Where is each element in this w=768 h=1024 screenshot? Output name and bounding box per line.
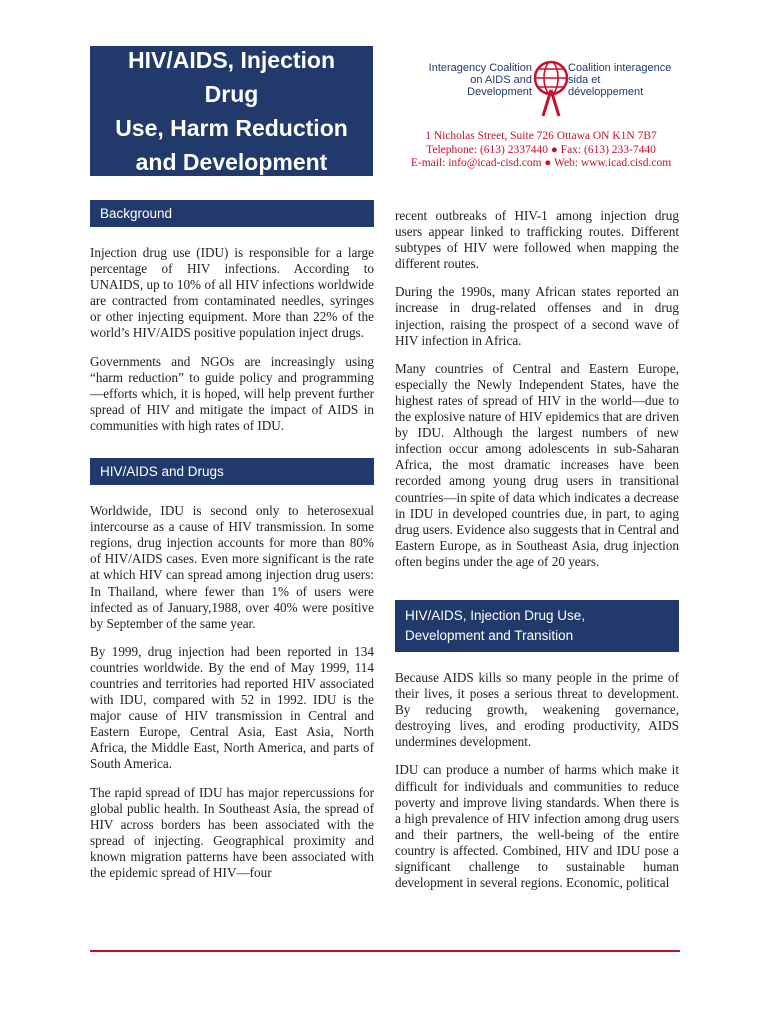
logo-french-name: Coalition interagence sida et développement [568, 62, 672, 98]
section-heading-background: Background [90, 200, 374, 227]
globe-ribbon-icon [532, 56, 570, 120]
paragraph: Governments and NGOs are increasingly using “harm reduction” to guide policy and programming—efforts which, it is hoped, will help prevent further spread of HIV and mitigate the impact of AIDS in communities with high rates of IDU. [90, 353, 374, 433]
contact-phone: Telephone: (613) 2337440 ● Fax: (613) 233-7440 [426, 143, 656, 156]
logo-english-name: Interagency Coalition on AIDS and Development [428, 62, 532, 98]
paragraph: Worldwide, IDU is second only to heterosexual intercourse as a cause of HIV transmission. In some regions, drug injection accounts for more than 80% of HIV/AIDS cases. Even more significant is the rate at which HIV can spread among injection drug users: In Thailand, where fewer than 1% of users were infected as of January,1988, over 40% were positive by September of the same year. [90, 503, 374, 631]
title-line-3: and Development [135, 149, 328, 175]
paragraph: Because AIDS kills so many people in the prime of their lives, it poses a serious threat to development. By reducing growth, weakening governance, destroying lives, and eroding productivity, AIDS undermines development. [395, 669, 679, 750]
footer-divider [90, 950, 680, 952]
left-column [90, 200, 374, 893]
section-heading-development-transition [395, 600, 679, 652]
paragraph: By 1999, drug injection had been reported in 134 countries worldwide. By the end of May 1999, 114 countries and territories had reported HIV associated with IDU, compared with 52 in 1992. IDU is the major cause of HIV transmission in Central and Eastern Europe, Central Asia, East Asia, North Africa, the Middle East, North America, and parts of South America. [90, 643, 374, 772]
document-title [90, 46, 373, 176]
title-line-2: Use, Harm Reduction [115, 115, 348, 141]
paragraph: recent outbreaks of HIV-1 among injection drug users appear linked to trafficking routes. Different subtypes of HIV were followed when mapping the different routes. [395, 208, 679, 272]
contact-info [400, 130, 682, 171]
organization-logo [404, 52, 674, 124]
heading-line-2: Development and Transition [405, 627, 574, 643]
section-heading-hiv-aids-drugs: HIV/AIDS and Drugs [90, 458, 374, 485]
paragraph: IDU can produce a number of harms which make it difficult for individuals and communities to reduce poverty and improve living standards. When there is a high prevalence of HIV infection among drug users and their partners, the well-being of the entire country is affected. Combined, HIV and IDU pose a significant challenge to sustainable human development in several regions. Economic, political [395, 762, 679, 891]
contact-address: 1 Nicholas Street, Suite 726 Ottawa ON K1N 7B7 [425, 130, 657, 142]
paragraph: During the 1990s, many African states reported an increase in drug-related offenses and in drug injection, raising the prospect of a second wave of HIV infection in Africa. [395, 284, 679, 348]
paragraph: The rapid spread of IDU has major repercussions for global public health. In Southeast Asia, the spread of HIV across borders has been associated with the spread of injecting. Geographical proximity and known migration patterns have been associated with the epidemic spread of HIV—four [90, 784, 374, 880]
paragraph: Many countries of Central and Eastern Europe, especially the Newly Independent States, have the highest rates of spread of HIV in the world—due to the explosive nature of HIV epidemics that are driven by IDU. Although the largest numbers of new infection occur among adolescents in sub-Saharan Africa, the most dramatic increases have been recorded among young drug users in transitional countries—in spite of data which indicates a decrease in IDU in developed countries due, in part, to aging drug users. Evidence also suggests that in Central and Eastern Europe, as in Southeast Asia, drug injection often begins under the age of 20 years. [395, 360, 679, 569]
contact-email-web: E-mail: info@icad-cisd.com ● Web: www.icad.cisd.com [410, 157, 672, 169]
title-line-1: HIV/AIDS, Injection Drug [127, 47, 336, 107]
right-column [395, 208, 679, 903]
heading-line-1: HIV/AIDS, Injection Drug Use, [405, 607, 586, 623]
paragraph: Injection drug use (IDU) is responsible for a large percentage of HIV infections. According to UNAIDS, up to 10% of all HIV infections worldwide are contracted from contaminated needles, syringes or other injecting equipment. More than 22% of the world’s HIV/AIDS positive population inject drugs. [90, 245, 374, 341]
